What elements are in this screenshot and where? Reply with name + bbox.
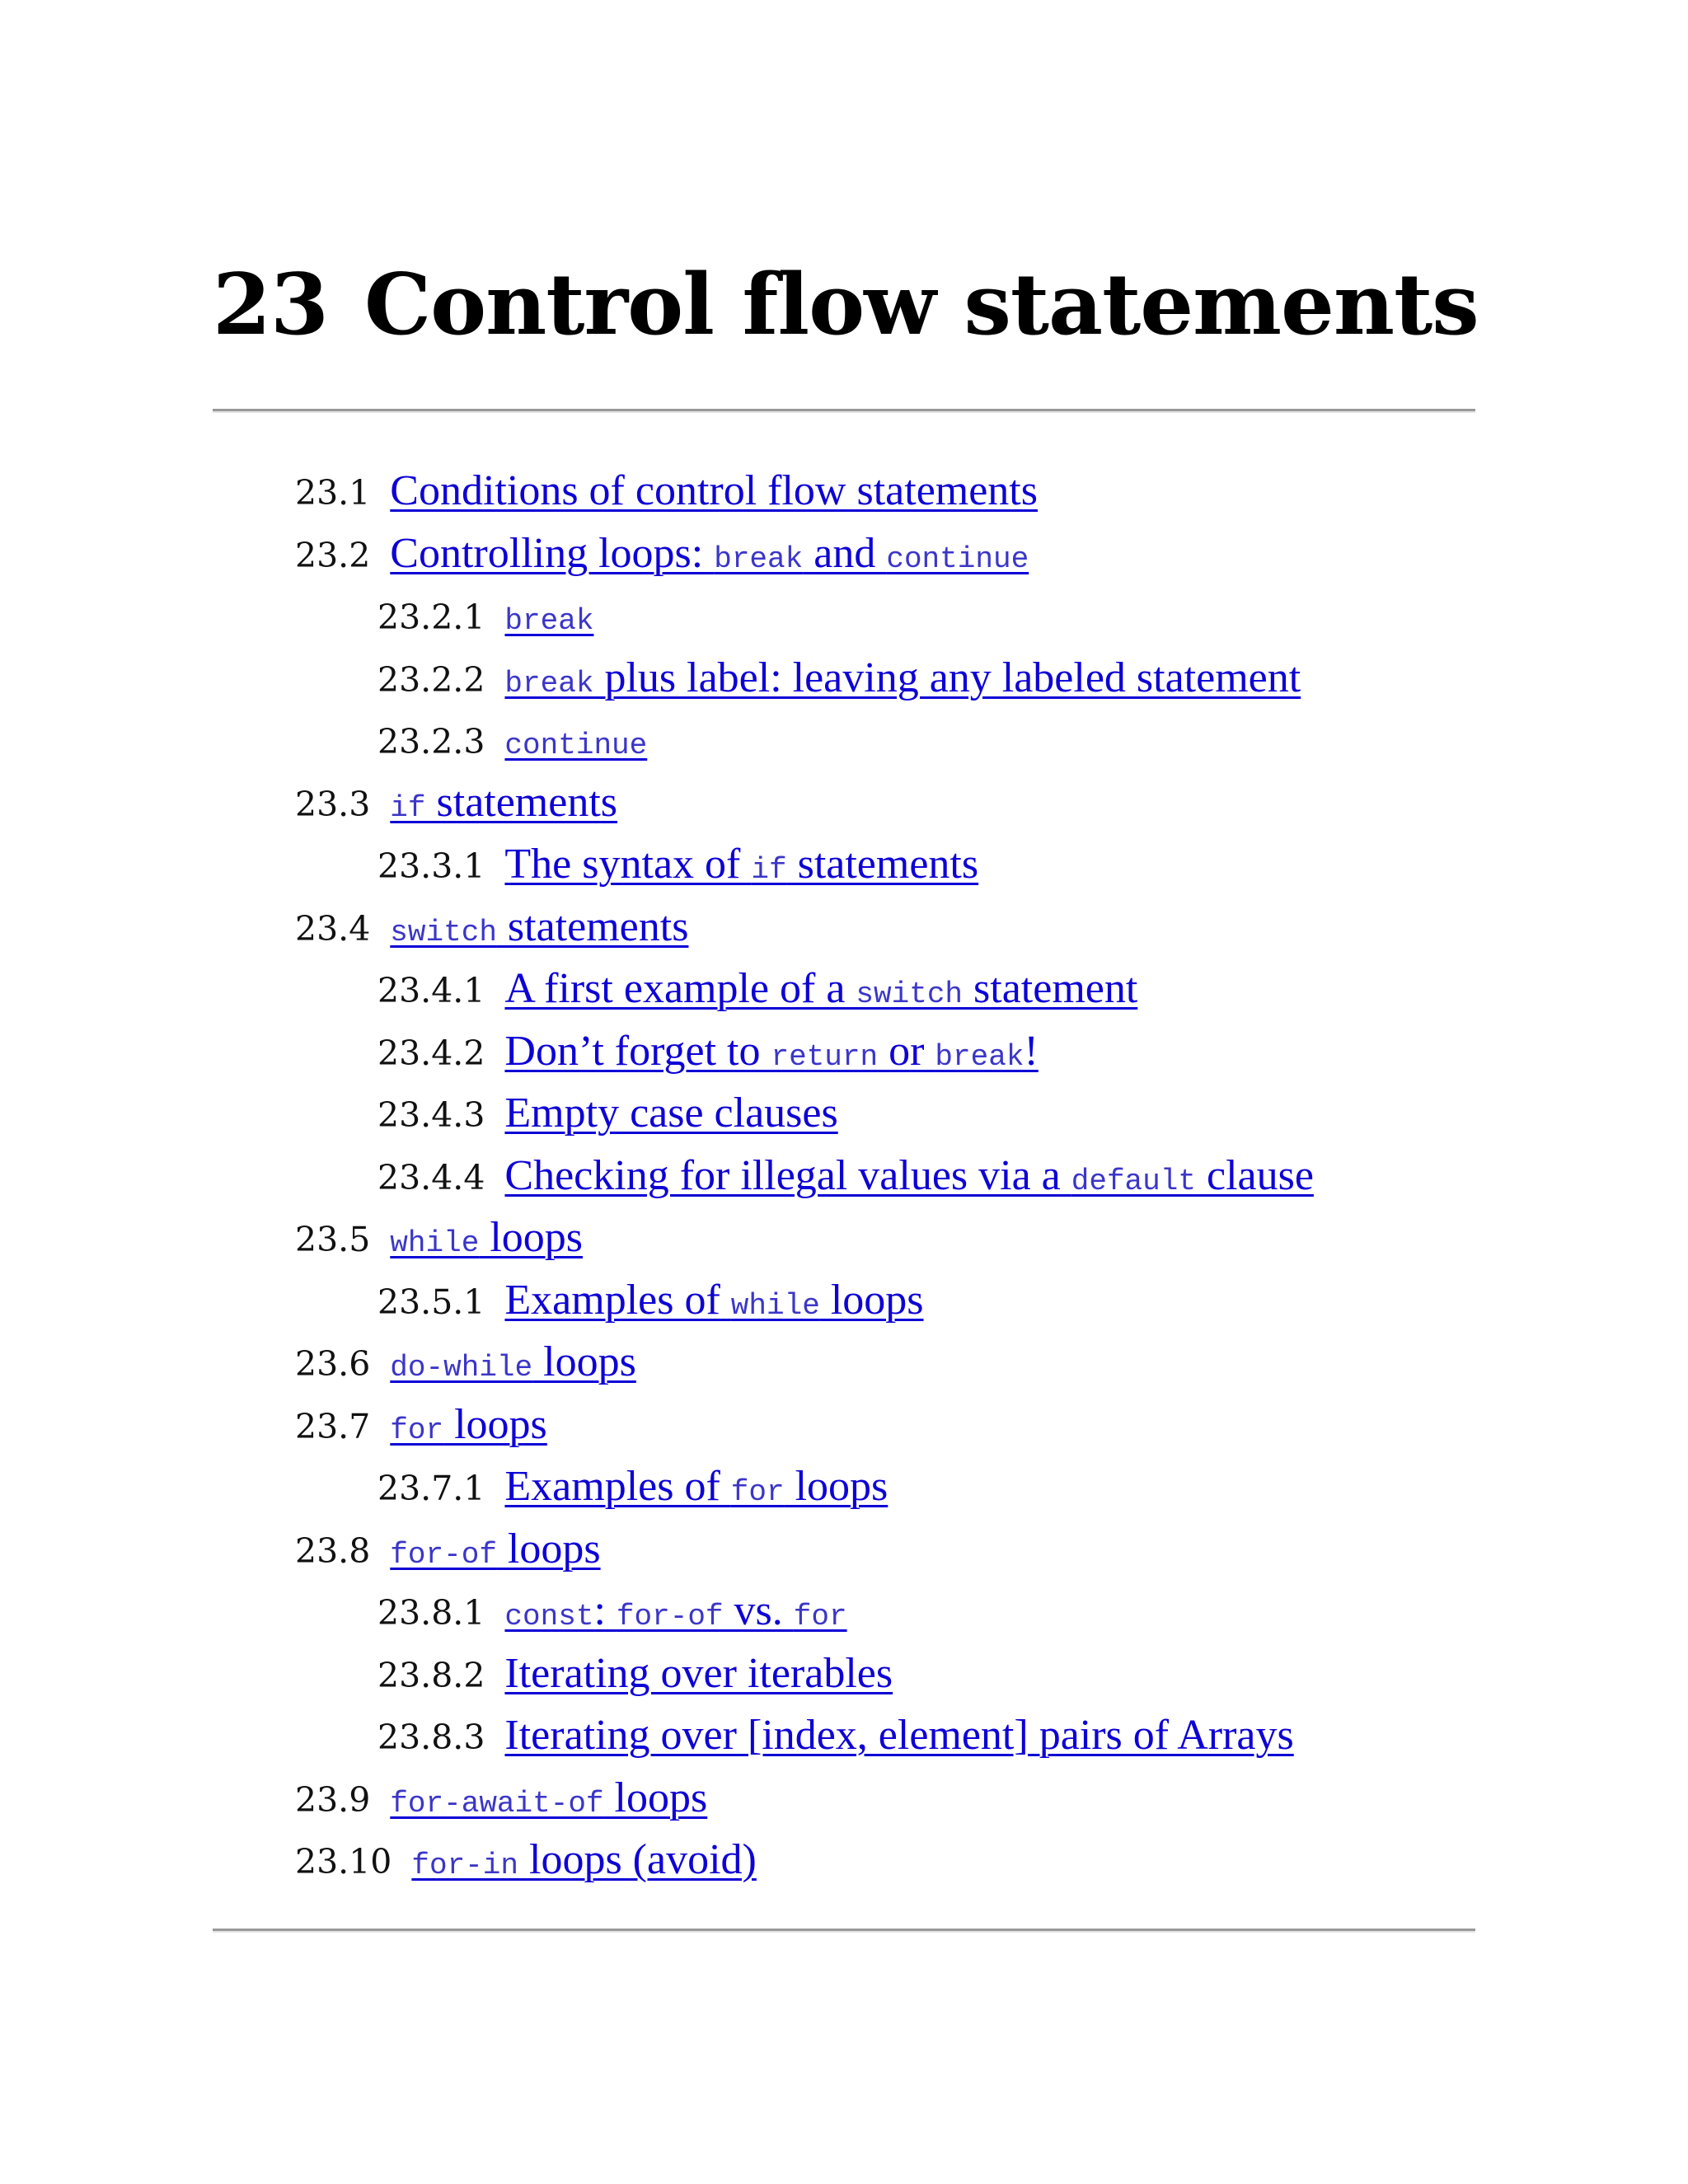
section-number: 23.8	[295, 1530, 371, 1571]
section-number: 23.4	[295, 908, 371, 949]
code-keyword: continue	[886, 541, 1029, 576]
toc-entry	[0, 647, 1688, 710]
toc-link[interactable]	[504, 1650, 893, 1697]
toc-entry	[0, 958, 1688, 1020]
code-keyword: break	[714, 541, 804, 576]
section-number: 23.8.2	[377, 1655, 485, 1695]
toc-entry	[0, 523, 1688, 585]
link-text: !	[1024, 1027, 1039, 1075]
code-keyword: if	[390, 790, 426, 825]
code-keyword: for-of	[616, 1600, 724, 1633]
toc-link[interactable]	[390, 903, 688, 950]
toc-link[interactable]	[504, 1463, 888, 1510]
code-keyword: break	[935, 1039, 1025, 1074]
code-keyword: for-in	[411, 1849, 518, 1882]
link-text: loops	[784, 1463, 889, 1510]
section-number: 23.10	[295, 1842, 392, 1882]
toc-link[interactable]	[390, 1338, 636, 1385]
link-text: Controlling loops:	[390, 529, 715, 577]
toc-link[interactable]	[390, 467, 1038, 514]
toc-link[interactable]	[504, 1152, 1314, 1199]
toc-entry	[0, 1145, 1688, 1207]
toc-entry	[0, 1020, 1688, 1083]
toc-entry	[0, 1767, 1688, 1830]
code-keyword: break	[504, 604, 594, 638]
link-text: loops	[819, 1276, 924, 1324]
code-keyword: continue	[504, 729, 648, 762]
code-keyword: do-while	[390, 1351, 533, 1385]
toc-entry	[0, 1394, 1688, 1456]
toc-link[interactable]	[504, 592, 593, 639]
code-keyword: for	[730, 1475, 785, 1509]
link-text: or	[878, 1027, 935, 1075]
top-divider	[213, 409, 1475, 413]
section-number: 23.1	[295, 473, 371, 513]
code-keyword: default	[1071, 1164, 1196, 1198]
toc-entry	[0, 1580, 1688, 1643]
code-keyword: while	[390, 1226, 480, 1260]
link-text: Don’t forget to	[504, 1027, 771, 1075]
toc-link[interactable]	[411, 1836, 756, 1883]
toc-link[interactable]	[504, 1028, 1038, 1075]
toc-entry	[0, 584, 1688, 647]
toc-link[interactable]	[504, 965, 1137, 1012]
toc-link[interactable]	[390, 1401, 547, 1448]
section-number: 23.7.1	[377, 1469, 485, 1508]
code-keyword: break	[504, 666, 594, 701]
chapter-number: 23	[213, 255, 328, 354]
section-number: 23.8.1	[377, 1593, 485, 1633]
toc-link[interactable]	[390, 1774, 707, 1821]
toc-entry	[0, 771, 1688, 834]
toc-entry	[0, 1518, 1688, 1581]
section-number: 23.2.3	[377, 722, 485, 762]
toc-entry	[0, 1207, 1688, 1269]
section-number: 23.4.2	[377, 1033, 485, 1073]
section-number: 23.2	[295, 535, 371, 575]
link-text: Conditions of control flow statements	[390, 467, 1038, 514]
section-number: 23.3	[295, 784, 371, 824]
section-number: 23.9	[295, 1779, 371, 1820]
toc-entry	[0, 709, 1688, 771]
link-text: and	[803, 529, 887, 577]
code-keyword: for	[793, 1600, 847, 1633]
section-number: 23.3.1	[377, 846, 485, 886]
code-keyword: const	[504, 1600, 594, 1633]
link-text: A first example of a	[504, 965, 856, 1012]
section-number: 23.5	[295, 1220, 371, 1259]
section-number: 23.6	[295, 1344, 371, 1384]
toc-link[interactable]	[504, 654, 1301, 701]
link-text: Checking for illegal values via a	[504, 1151, 1071, 1199]
section-number: 23.7	[295, 1406, 371, 1446]
toc-link[interactable]	[390, 1214, 583, 1261]
link-text: statement	[963, 965, 1138, 1012]
code-keyword: switch	[856, 977, 964, 1011]
toc-link[interactable]	[504, 1277, 923, 1324]
link-text: loops	[443, 1400, 547, 1448]
table-of-contents	[0, 460, 1688, 1891]
code-keyword: return	[771, 1039, 879, 1074]
link-text: :	[593, 1587, 617, 1634]
toc-entry	[0, 1269, 1688, 1332]
link-text: statements	[786, 841, 979, 888]
link-text: statements	[425, 778, 618, 826]
toc-link[interactable]	[504, 1712, 1293, 1759]
section-number: 23.2.2	[377, 659, 485, 700]
section-number: 23.4.1	[377, 971, 485, 1010]
link-text: loops	[532, 1338, 636, 1385]
link-text: loops	[496, 1525, 601, 1572]
code-keyword: for	[390, 1413, 444, 1447]
link-text: statements	[496, 902, 689, 950]
section-number: 23.5.1	[377, 1282, 485, 1322]
code-keyword: for-await-of	[390, 1786, 604, 1821]
toc-entry	[0, 896, 1688, 958]
page-title	[213, 247, 1479, 363]
link-text: Examples of	[504, 1276, 731, 1324]
toc-link[interactable]	[390, 530, 1029, 577]
link-text: Iterating over iterables	[504, 1649, 893, 1697]
code-keyword: while	[730, 1288, 820, 1323]
toc-entry	[0, 460, 1688, 523]
link-text: Iterating over [index, element] pairs of Arrays	[504, 1712, 1294, 1759]
link-text: clause	[1195, 1151, 1314, 1199]
toc-entry	[0, 1643, 1688, 1705]
toc-entry	[0, 1455, 1688, 1518]
chapter-title: Control flow statements	[363, 255, 1479, 354]
link-text: loops (avoid)	[518, 1836, 757, 1883]
toc-entry	[0, 1082, 1688, 1145]
toc-link[interactable]	[504, 716, 647, 763]
toc-entry	[0, 1829, 1688, 1891]
code-keyword: if	[751, 853, 787, 887]
link-text: The syntax of	[504, 841, 752, 888]
link-text: Empty case clauses	[504, 1090, 838, 1137]
link-text: plus label: leaving any labeled statement	[593, 654, 1301, 701]
toc-link[interactable]	[390, 1526, 600, 1572]
toc-entry	[0, 1331, 1688, 1394]
section-number: 23.2.1	[377, 598, 485, 637]
link-text: vs.	[723, 1587, 794, 1634]
bottom-divider	[213, 1929, 1475, 1933]
toc-link[interactable]	[390, 779, 617, 826]
link-text: loops	[479, 1214, 584, 1261]
toc-link[interactable]	[504, 841, 978, 888]
section-number: 23.4.4	[377, 1157, 485, 1197]
link-text: Examples of	[504, 1463, 731, 1510]
toc-link[interactable]	[504, 1587, 846, 1634]
section-number: 23.4.3	[377, 1095, 485, 1135]
link-text: loops	[603, 1774, 708, 1821]
toc-entry	[0, 1704, 1688, 1767]
code-keyword: for-of	[390, 1537, 497, 1572]
section-number: 23.8.3	[377, 1718, 485, 1757]
toc-entry	[0, 833, 1688, 896]
toc-link[interactable]	[504, 1090, 837, 1137]
code-keyword: switch	[390, 915, 497, 949]
